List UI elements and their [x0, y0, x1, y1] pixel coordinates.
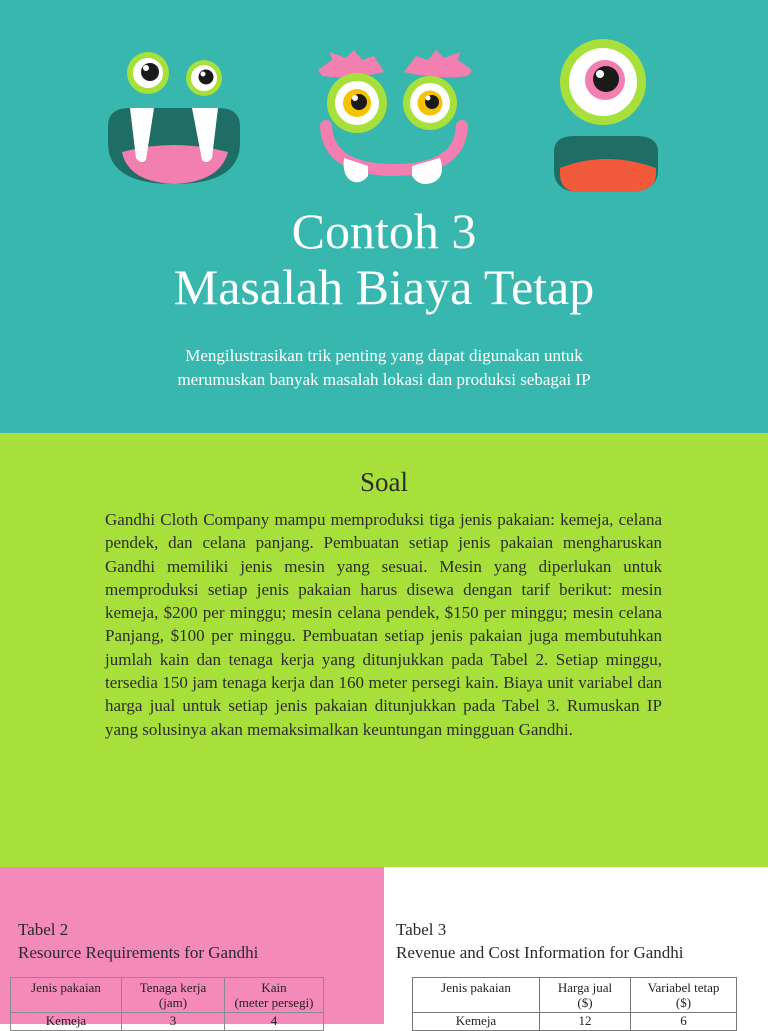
- table-2-header-cell: Jenis pakaian: [11, 978, 122, 1013]
- page-title-line-1: Contoh 3: [291, 203, 477, 259]
- spiky-brow-monster-face-icon: [312, 50, 478, 190]
- table-cell: Kemeja: [413, 1013, 540, 1031]
- table-3-header-cell: Variabel tetap ($): [631, 978, 737, 1013]
- table-3-header-cell: Harga jual ($): [540, 978, 631, 1013]
- table-2-title: Resource Requirements for Gandhi: [18, 943, 259, 962]
- table-row: [11, 1013, 324, 1031]
- problem-heading: Soal: [359, 467, 408, 497]
- table-cell: 3: [122, 1013, 225, 1031]
- table-3: [412, 977, 737, 1031]
- table-2-label: Tabel 2: [18, 920, 69, 939]
- table-3-header-cell: Jenis pakaian: [413, 978, 540, 1013]
- table-cell: Kemeja: [11, 1013, 122, 1031]
- table-cell: 6: [631, 1013, 737, 1031]
- table-3-caption: [396, 918, 684, 964]
- table-row: [413, 1013, 737, 1031]
- table-2-caption: [18, 918, 258, 964]
- hero-section: [0, 0, 768, 433]
- page-subtitle: Mengilustrasikan trik penting yang dapat digunakan untuk merumuskan banyak masalah lokasi dan produksi sebagai IP: [177, 346, 591, 389]
- problem-section: [0, 433, 768, 867]
- table-2-header-row: [11, 978, 324, 1013]
- table-3-label: Tabel 3: [396, 920, 447, 939]
- fanged-monster-face-icon: [100, 48, 248, 190]
- problem-body: Gandhi Cloth Company mampu memproduksi tiga jenis pakaian: kemeja, celana pendek, dan celana panjang. Pembuatan setiap jenis pakaian mengharuskan Gandhi memiliki jenis mesin yang sesuai. Mesin yang diperlukan untuk memproduksi setiap jenis pakaian harus disewa dengan tarif berikut: mesin kemeja, $200 per minggu; mesin celana pendek, $150 per minggu; mesin celana Panjang, $100 per minggu. Pembuatan setiap jenis pakaian juga membutuhkan jumlah kain dan tenaga kerja yang ditunjukkan pada Tabel 2. Setiap minggu, tersedia 150 jam tenaga kerja dan 160 meter persegi kain. Biaya unit variabel dan harga jual untuk setiap jenis pakaian ditunjukkan pada Tabel 3. Rumuskan IP yang solusinya akan memaksimalkan keuntungan mingguan Gandhi.: [105, 510, 662, 739]
- cyclops-monster-face-icon: [548, 38, 664, 194]
- table-3-title: Revenue and Cost Information for Gandhi: [396, 943, 684, 962]
- page-title-line-2: Masalah Biaya Tetap: [173, 259, 595, 315]
- table-3-panel: [384, 867, 768, 1028]
- table-2-header-cell: Tenaga kerja (jam): [122, 978, 225, 1013]
- table-3-header-row: [413, 978, 737, 1013]
- table-cell: 4: [225, 1013, 324, 1031]
- table-2: [10, 977, 324, 1031]
- table-2-header-cell: Kain (meter persegi): [225, 978, 324, 1013]
- table-cell: 12: [540, 1013, 631, 1031]
- table-2-panel: [0, 867, 384, 1028]
